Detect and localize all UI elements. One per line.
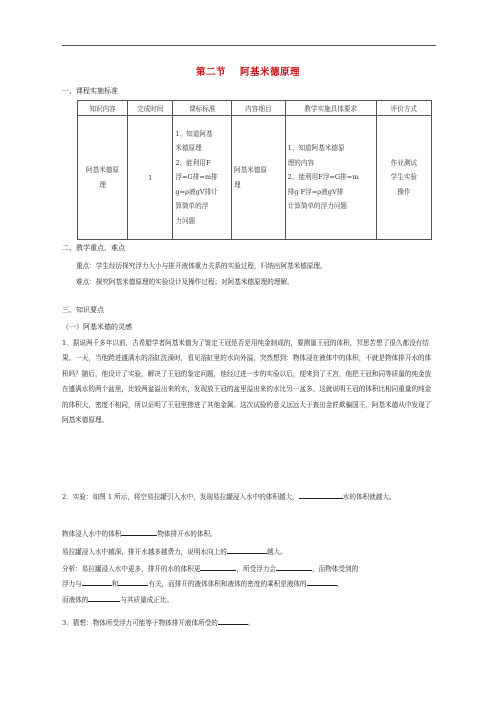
requirement-line: 理的内容 [287,158,315,167]
answer-blank[interactable] [82,578,112,586]
table-header-cell: 知识内容 [78,101,128,116]
table-header-cell: 内容细目 [232,101,286,116]
guess-text: 3．猜想：物体所受浮力可能等于物体排开液体所受的 [62,619,218,627]
guess-text: 。 [247,619,255,627]
analysis-text: ，而物体受到的 [312,565,359,573]
standard-cell [173,116,232,240]
fill-text: 易拉罐浸入水中越深，排开水越多越费力，说明水向上的 [62,548,227,556]
subsection-heading: （一）阿基米德的灵感 [62,323,132,331]
experiment-text: 水的体积就越大。 [342,493,396,501]
analysis-text: 而液体的 [62,595,89,604]
detail-cell [232,116,286,240]
answer-blank[interactable] [299,491,343,499]
title-section-number: 第二节 [195,67,226,78]
analysis-text: 分析：易拉罐浸入水中更多，排开的水的体积更 [62,565,201,573]
standard-line: g=ρ液gV排计 [175,187,218,196]
answer-blank[interactable] [218,617,248,625]
requirement-line: 排g F浮=ρ液gV排 [287,187,344,196]
evaluation-line: 操作 [397,187,411,196]
table-header-cell: 完成时间 [128,101,173,116]
requirement-line: 2、能利用F浮=G排=m [287,173,359,182]
answer-blank[interactable] [118,578,148,586]
standard-line: 米德原理 [175,144,202,153]
evaluation-cell [376,116,431,240]
knowledge-cell [78,116,128,240]
answer-blank[interactable] [121,528,157,536]
answer-blank[interactable] [276,563,312,571]
standard-line: 力问题 [175,216,196,225]
page-title [0,64,496,78]
analysis-text: 和 [111,580,119,589]
analysis-text: 浮力与 [62,580,82,589]
fill-line-volume [62,527,436,542]
evaluation-line: 作业测试 [390,158,418,167]
requirements-cell [285,116,376,240]
guess-paragraph [62,616,436,631]
header-rule [62,45,436,46]
table-header-row [78,101,432,116]
detail-text: 阿基米德原理 [234,166,268,189]
standard-line: 算简单的浮 [175,202,209,211]
fill-text: 物体排开水的体积。 [157,530,217,538]
experiment-paragraph [62,490,436,505]
difficulty-text: 难点：探究阿基米德原理的实验设计及操作过程；对阿基米德原理的理解。 [76,278,294,286]
title-topic: 阿基米德原理 [240,67,301,78]
focus-text: 重点：学生经历探究浮力大小与排开液体重力关系的实验过程，归纳出阿基米德原理。 [76,262,327,270]
table-header-cell: 教学实施具体要求 [285,101,376,116]
evaluation-line: 学生实验 [390,173,418,182]
table-header-cell: 评价方式 [376,101,431,116]
section-heading-focus: 二、教学重点、难点 [62,244,125,252]
analysis-text: 与其质量成正比。 [120,595,174,604]
answer-blank[interactable] [88,594,120,602]
fill-line-force [62,545,436,560]
answer-blank[interactable] [200,563,236,571]
table-row [78,116,432,240]
standard-line: 1、知道阿基 [175,129,213,138]
fill-text: 物体浸入水中的体积 [62,530,122,538]
experiment-text: 2．实验：如图 1 所示，将空易拉罐引入水中，发现易拉罐浸入水中的体积越大， [62,493,299,501]
story-paragraph: 1．据说两千多年以前，古希腊学者阿基米德为了鉴定王冠是否是用纯金制成的，要测量王冠的体积，冥思苦想了很久都没有结果。一天，当他跨进盛满水的浴缸洗澡时，看见浴缸里的水向外溢，突然想到：物体浸在液体中的体积，不就是物体排开水的体积吗？随后，他设计了实验，解决了王冠的鉴定问题，他经过进一步的实验以后，便来到了王宫，他把王冠和同等质量的纯金放在盛满水的两个盆里，比较两盆溢出来的水，发现放王冠的盆里溢出来的水比另一盆多。这就说明王冠的体积比相同重量的纯金的体积大，密度不相同，所以证明了王冠里掺进了其他金属。这次试验的意义远远大于查出金匠欺骗国王，阿基米德从中发现了阿基米德原理。 [62,339,432,425]
requirement-line: 1、知道阿基米德原 [287,144,345,153]
standard-line: 浮=G排=m排 [175,173,218,182]
knowledge-text: 阿基米德原理 [86,166,119,189]
analysis-text: 有关，而排开的液体体积和液体的密度的乘积是液体的 [148,580,307,589]
fill-text: 越大。 [266,548,287,556]
answer-blank[interactable] [307,578,337,586]
section-heading-knowledge: 三、知识要点 [62,306,104,314]
requirement-line: 计算简单的浮力问题 [287,202,348,211]
analysis-text: ，所受浮力会 [236,565,277,573]
table-header-cell: 课标标准 [173,101,232,116]
time-cell: 1 [128,116,173,240]
analysis-paragraph [62,562,436,608]
analysis-text: ， [336,580,344,589]
answer-blank[interactable] [227,546,267,554]
section-heading-standards: 一、课程实施标准 [62,87,118,95]
curriculum-standards-table [77,100,432,240]
standard-line: 2、能利用F [175,158,211,167]
